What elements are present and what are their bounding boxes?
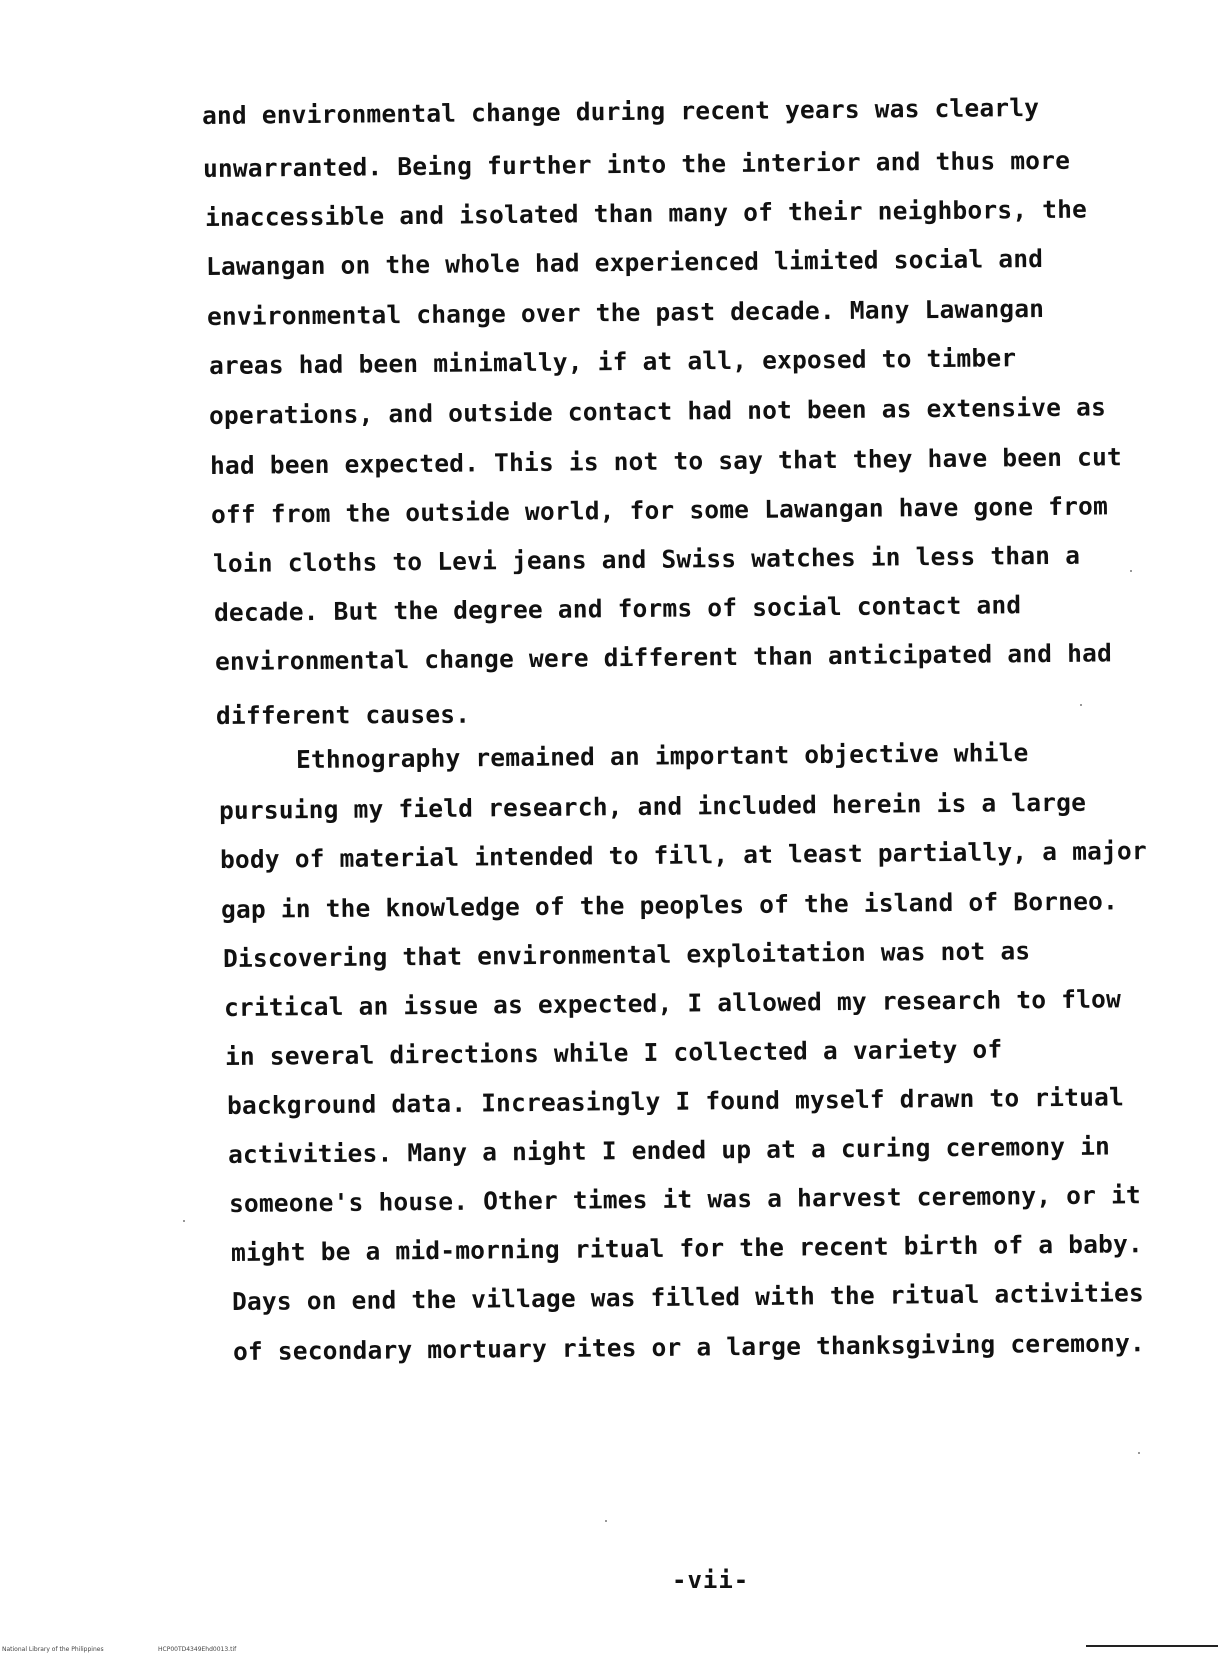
scan-speck <box>183 1220 185 1222</box>
body-line-13: different causes. <box>215 699 471 730</box>
body-line-18: Discovering that environmental exploitation was not as <box>222 936 1031 973</box>
body-line-4: Lawangan on the whole had experienced limited social and <box>205 243 1044 281</box>
footer-library-label: National Library of the Philippines <box>2 1646 104 1653</box>
body-line-9: off from the outside world, for some Lawangan have gone from <box>210 491 1109 529</box>
body-line-12: environmental change were different than anticipated and had <box>214 638 1113 676</box>
body-line-11: decade. But the degree and forms of social contact and <box>213 590 1022 627</box>
body-line-26: of secondary mortuary rites or a large thanksgiving ceremony. <box>232 1328 1146 1366</box>
body-line-25: Days on end the village was filled with the ritual activities <box>231 1278 1145 1316</box>
body-line-16: body of material intended to fill, at least partially, a major <box>219 836 1148 874</box>
footer-file-label: HCP00TD4349Ehd0013.tif <box>158 1646 237 1653</box>
body-line-20: in several directions while I collected a variety of <box>224 1034 1003 1071</box>
scan-speck <box>1130 570 1132 572</box>
body-line-5: environmental change over the past decade. Many Lawangan <box>206 293 1045 331</box>
body-line-17: gap in the knowledge of the peoples of the island of Borneo. <box>220 886 1119 924</box>
body-line-15: pursuing my field research, and included herein is a large <box>218 787 1087 825</box>
body-line-23: someone's house. Other times it was a harvest ceremony, or it <box>228 1180 1142 1218</box>
body-line-22: activities. Many a night I ended up at a curing ceremony in <box>227 1131 1111 1169</box>
scan-speck <box>1138 1452 1140 1454</box>
body-line-1: and environmental change during recent years was clearly <box>201 92 1040 130</box>
body-line-10: loin cloths to Levi jeans and Swiss watches in less than a <box>212 540 1081 578</box>
scan-speck <box>1080 704 1082 706</box>
scan-footer <box>0 1645 1218 1658</box>
page-number: -vii- <box>672 1566 750 1594</box>
body-line-7: operations, and outside contact had not been as extensive as <box>208 392 1107 430</box>
body-line-19: critical an issue as expected, I allowed my research to flow <box>223 984 1122 1022</box>
body-line-6: areas had been minimally, if at all, exposed to timber <box>208 343 1017 380</box>
body-line-14: Ethnography remained an important objective while <box>295 737 1029 774</box>
scan-speck <box>605 1520 607 1522</box>
body-line-8: had been expected. This is not to say that they have been cut <box>209 442 1123 480</box>
footer-rule <box>1086 1645 1218 1647</box>
body-line-3: inaccessible and isolated than many of their neighbors, the <box>204 194 1088 232</box>
body-line-2: unwarranted. Being further into the interior and thus more <box>202 145 1071 183</box>
body-line-24: might be a mid-morning ritual for the recent birth of a baby. <box>230 1229 1144 1267</box>
body-line-21: background data. Increasingly I found myself drawn to ritual <box>226 1082 1125 1120</box>
